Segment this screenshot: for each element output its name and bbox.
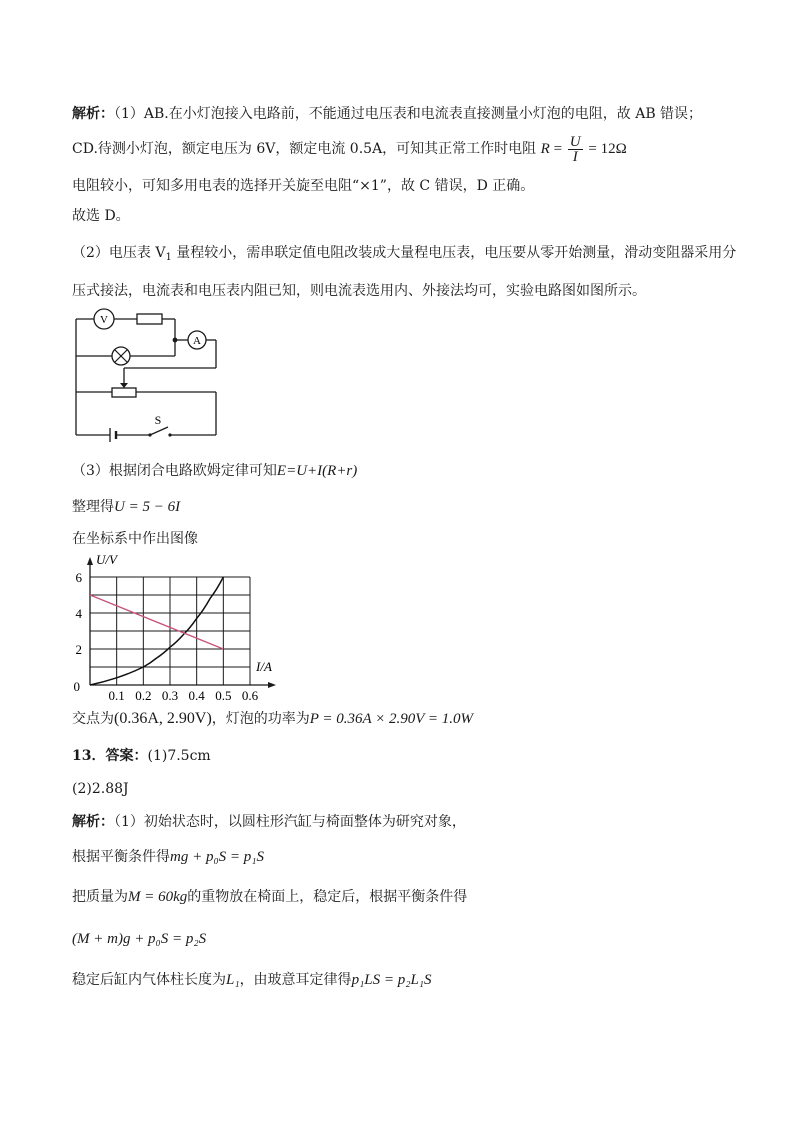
x-tick-label: 0.4 <box>188 688 205 700</box>
voltmeter-subscript: 1 <box>165 252 172 263</box>
line-17 <box>72 970 432 990</box>
answer-part-1: (1)7.5cm <box>147 748 211 764</box>
line-10 <box>72 709 473 729</box>
switch-label: S <box>154 413 162 427</box>
line-11 <box>72 746 211 766</box>
line-6-text: 压式接法，电流表和电压表内阻已知，则电流表选用内、外接法均可，实验电路图如图所示。 <box>72 283 646 299</box>
ohm-law-formula: E=U+I(R+r) <box>276 463 358 479</box>
line-14-text: 根据平衡条件得 <box>72 849 170 865</box>
y-axis-arrow-icon <box>87 557 93 565</box>
line-3-text: 电阻较小，可知多用电表的选择开关旋至电阻“×1”，故 C 错误，D 正确。 <box>72 178 535 194</box>
resistance-value: = 12Ω <box>584 141 627 157</box>
origin-label: 0 <box>73 679 80 694</box>
line-15-text-a: 把质量为 <box>72 889 128 905</box>
resistance-symbol: R <box>540 141 550 157</box>
y-tick-label: 2 <box>75 642 82 657</box>
line-15-text-b: 的重物放在椅面上，稳定后，根据平衡条件得 <box>187 889 468 905</box>
line-7-text: （3）根据闭合电路欧姆定律可知 <box>72 463 277 479</box>
line-1-text: （1）AB.在小灯泡接入电路前，不能通过电压表和电流表直接测量小灯泡的电阻，故 AB 错误； <box>114 106 703 122</box>
line-10-text-b: ，灯泡的功率为 <box>211 711 310 727</box>
line-10-text-a: 交点为 <box>72 711 114 727</box>
source-line <box>90 595 223 649</box>
equals-sign: = <box>549 141 566 157</box>
line-5-text-b: 量程较小，需串联定值电阻改装成大量程电压表，电压要从零开始测量，滑动变阻器采用分 <box>171 245 737 261</box>
boyle-law-formula: p₁LS = p₂L₁S <box>351 972 432 988</box>
y-tick-label: 6 <box>75 570 82 585</box>
intersection-point: (0.36A, 2.90V) <box>114 710 212 727</box>
line-13-text: （1）初始状态时，以圆柱形汽缸与椅面整体为研究对象， <box>114 814 466 830</box>
line-16 <box>72 929 206 949</box>
x-axis-label: I/A <box>256 659 272 674</box>
mass-formula: M = 60kg <box>128 889 188 905</box>
line-12 <box>72 779 129 799</box>
line-4-text: 故选 D。 <box>72 208 130 224</box>
y-axis-label: U/V <box>96 552 117 567</box>
line-17-text-b: ，由玻意耳定律得 <box>239 972 352 988</box>
line-8-text: 整理得 <box>72 499 114 515</box>
ammeter-label: A <box>193 335 201 347</box>
y-tick-label: 4 <box>75 606 82 621</box>
analysis-label-2: 解析： <box>72 814 114 830</box>
equilibrium-formula-2: (M + m)g + p₀S = p₂S <box>72 931 207 947</box>
question-number: 13． <box>72 748 106 764</box>
voltmeter-label: V <box>100 314 108 326</box>
line-2-text: CD.待测小灯泡，额定电压为 6V，额定电流 0.5A，可知其正常工作时电阻 <box>72 141 537 157</box>
x-tick-label: 0.5 <box>215 688 232 700</box>
equilibrium-formula-1: mg + p₀S = p₁S <box>170 849 265 865</box>
x-axis-arrow-icon <box>268 682 276 688</box>
line-5-text: （2）电压表 V <box>72 245 166 261</box>
analysis-label: 解析： <box>72 106 114 122</box>
line-13 <box>72 812 466 832</box>
answer-label: 答案： <box>105 748 148 764</box>
x-tick-label: 0.6 <box>241 688 259 700</box>
x-tick-label: 0.1 <box>108 688 125 700</box>
line-9-text: 在坐标系中作出图像 <box>72 531 198 547</box>
x-tick-label: 0.2 <box>135 688 152 700</box>
linear-formula: U = 5 − 6I <box>114 499 181 515</box>
length-symbol: L₁ <box>226 972 240 988</box>
power-formula: P = 0.36A × 2.90V = 1.0W <box>309 711 474 727</box>
fraction-numerator: U <box>569 133 581 150</box>
answer-part-2: (2)2.88J <box>72 781 129 797</box>
line-17-text-a: 稳定后缸内气体柱长度为 <box>72 972 226 988</box>
line-14 <box>72 847 264 867</box>
line-15 <box>72 887 467 907</box>
fraction-denominator: I <box>572 148 578 165</box>
x-tick-label: 0.3 <box>161 688 179 700</box>
